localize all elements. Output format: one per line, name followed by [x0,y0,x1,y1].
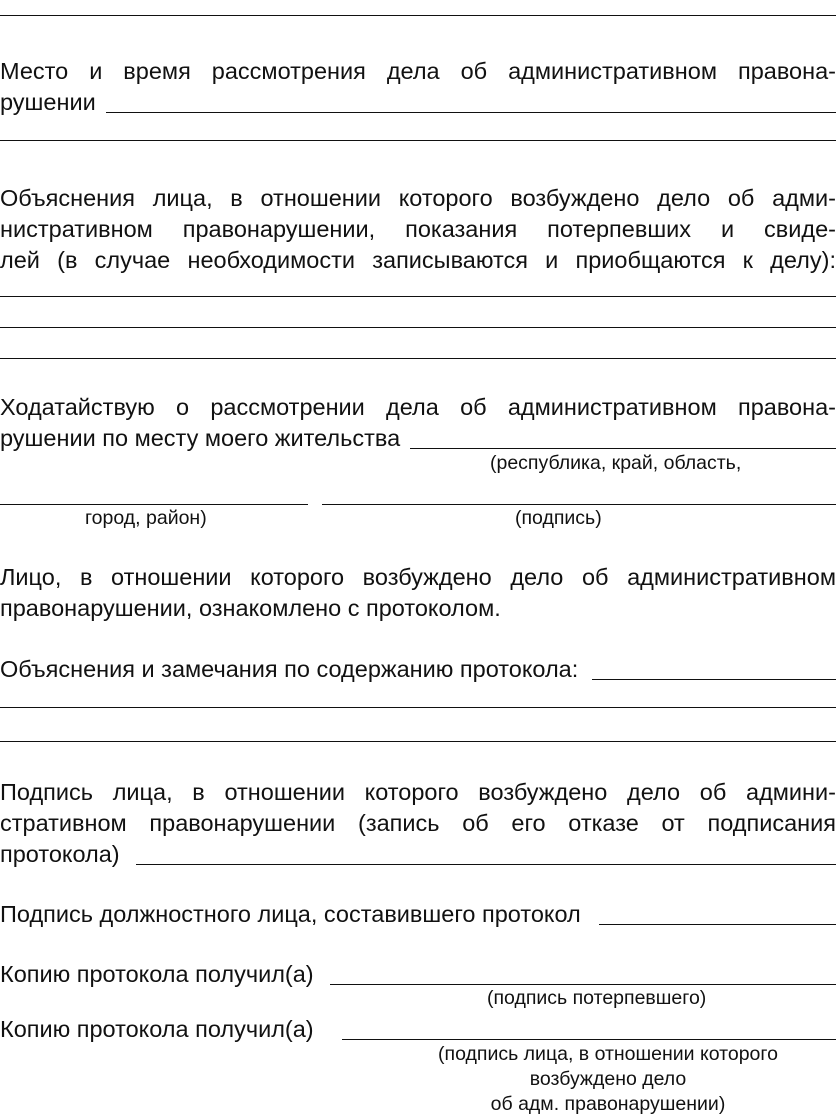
place-time-label: Место и время рассмотрения дела об административном правона- [0,58,836,84]
place-time-field[interactable] [0,87,836,118]
accused-signature-caption: об адм. правонарушении) [490,1093,726,1115]
petition-label: Ходатайствую о рассмотрении дела об административном правона- [0,394,836,420]
petition-field[interactable] [0,423,836,454]
place-time-blank[interactable] [106,87,836,113]
remarks-label: Объяснения и замечания по содержанию протокола: [0,656,579,682]
acquainted-label: Лицо, в отношении которого возбуждено дело об административном [0,564,836,590]
accused-signature-caption: (подпись лица, в отношении которого [438,1043,778,1065]
victim-signature-caption: (подпись потерпевшего) [487,987,707,1009]
copy-received-2-label: Копию протокола получил(а) [0,1016,314,1042]
explanations-label: лей (в случае необходимости записываются и приобщаются к делу): [0,247,836,273]
copy-received-1-field[interactable] [0,959,836,990]
official-signature-label: Подпись должностного лица, составившего протокол [0,901,581,927]
person-signature-label: Подпись лица, в отношении которого возбуждено дело об админи- [0,779,836,805]
city-blank[interactable] [0,504,308,505]
petition-label-cont: рушении по месту моего жительства [0,425,401,451]
copy-received-1-blank[interactable] [330,959,836,985]
blank-line[interactable] [0,140,836,141]
petition-blank[interactable] [410,423,836,449]
acquainted-label: правонарушении, ознакомлено с протоколом. [0,595,501,621]
blank-line[interactable] [0,358,836,359]
remarks-blank[interactable] [592,654,836,680]
petition-signature-blank[interactable] [322,504,836,505]
person-signature-field[interactable] [0,839,836,870]
blank-line[interactable] [0,296,836,297]
explanations-label: нистративном правонарушении, показания потерпевших и свиде- [0,216,836,242]
region-caption: (республика, край, область, [490,452,742,474]
place-time-label-cont: рушении [0,89,96,115]
person-signature-label-cont: протокола) [0,841,120,867]
blank-line[interactable] [0,741,836,742]
copy-received-2-blank[interactable] [342,1014,836,1040]
blank-line[interactable] [0,327,836,328]
remarks-field[interactable] [0,654,836,685]
explanations-label: Объяснения лица, в отношении которого возбуждено дело об адми- [0,185,836,211]
official-signature-blank[interactable] [599,899,836,925]
copy-received-2-field[interactable] [0,1014,836,1045]
signature-caption: (подпись) [515,507,602,529]
city-caption: город, район) [85,507,207,529]
accused-signature-caption: возбуждено дело [529,1068,687,1090]
person-signature-label: стративном правонарушении (запись об его отказе от подписания [0,810,836,836]
official-signature-field[interactable] [0,899,836,930]
copy-received-1-label: Копию протокола получил(а) [0,961,314,987]
blank-line[interactable] [0,707,836,708]
person-signature-blank[interactable] [136,839,836,865]
blank-line[interactable] [0,15,836,16]
